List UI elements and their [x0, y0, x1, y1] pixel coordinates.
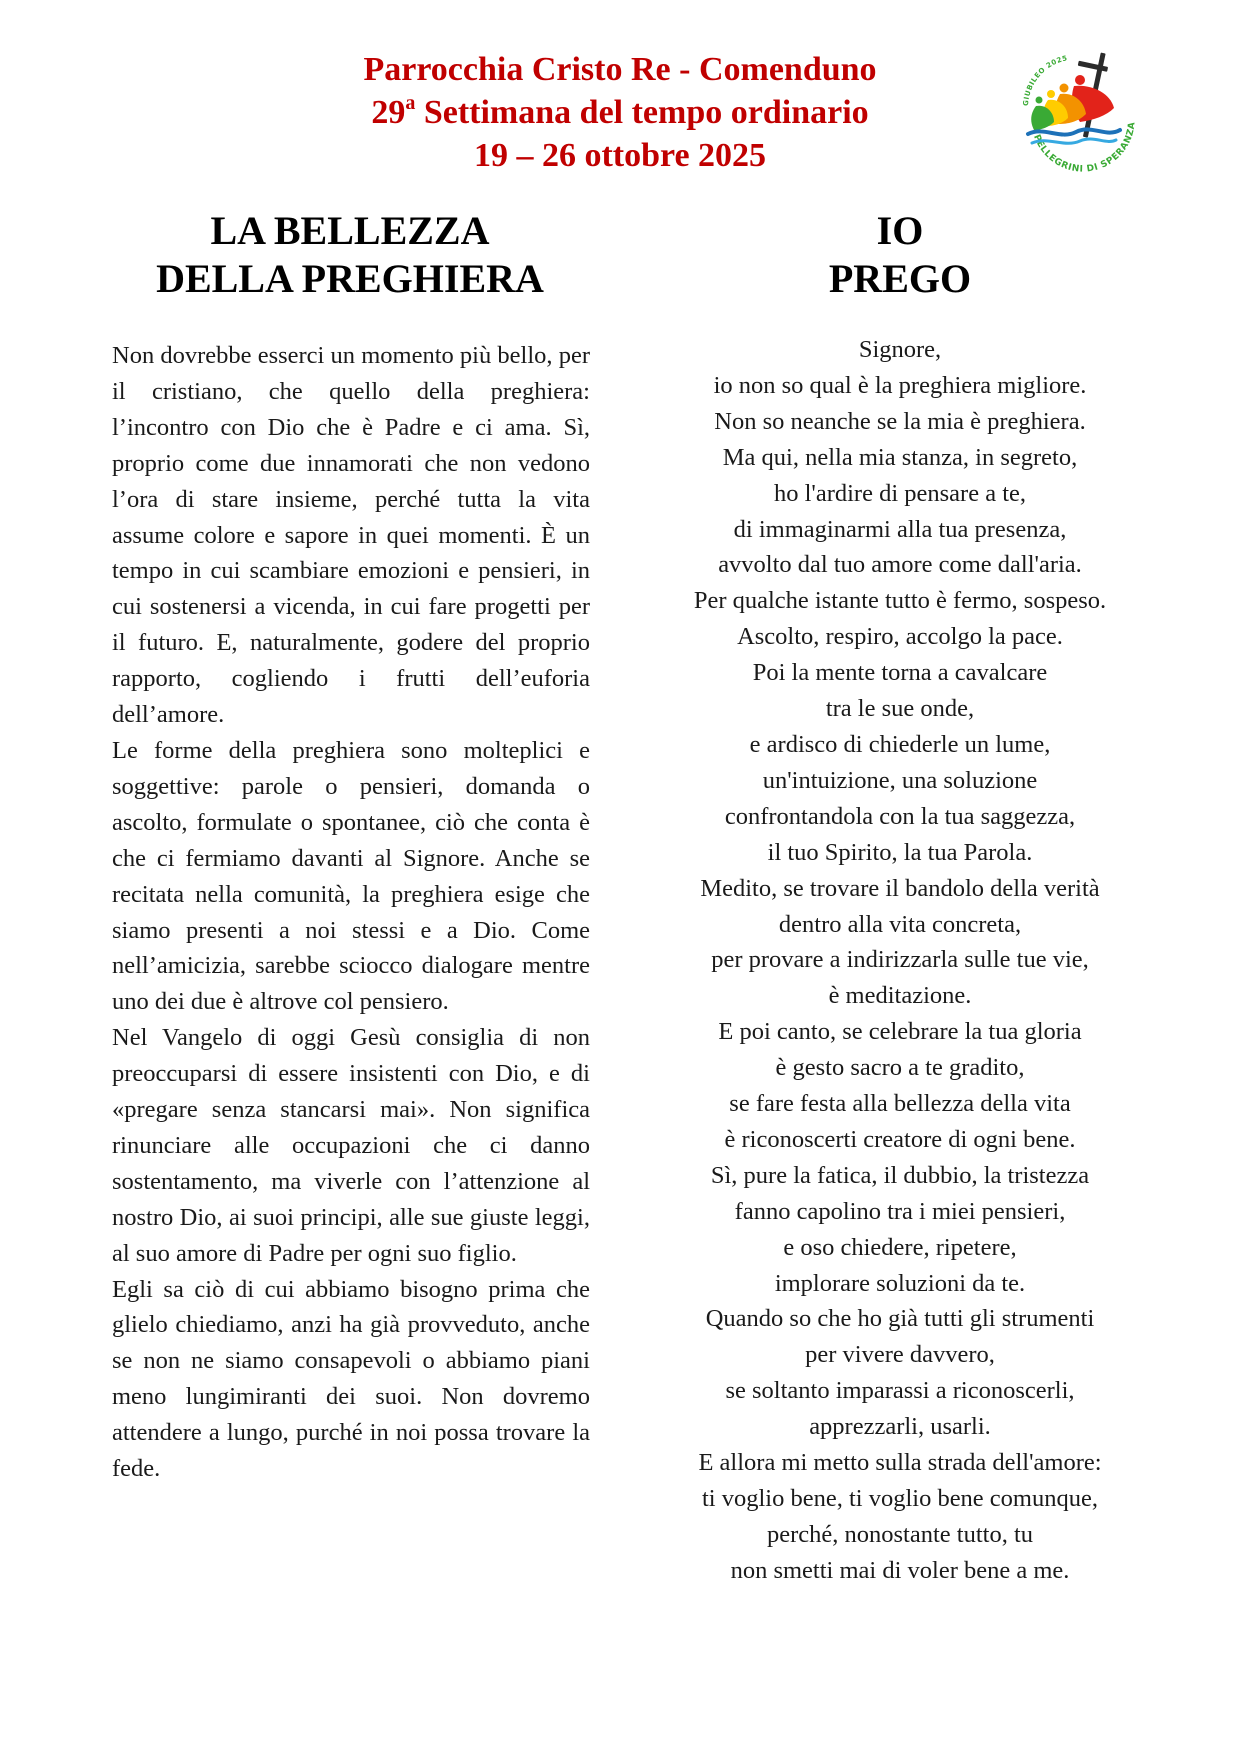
poem-verse: non smetti mai di voler bene a me.: [730, 1556, 1070, 1584]
poem-verse: e ardisco di chiederle un lume,: [749, 730, 1051, 758]
parish-name: Parrocchia Cristo Re - Comenduno: [363, 51, 877, 88]
reflection-paragraph: Nel Vangelo di oggi Gesù consiglia di non preoccuparsi di essere insistenti con Dio, e di «pregare senza stancarsi mai». Non significa rinunciare alle occupazioni che ci danno sostentamento, ma viverle con l’attenzione al nostro Dio, ai suoi principi, alle sue giuste leggi, al suo amore di Padre per ogni suo figlio.: [112, 1024, 590, 1267]
reflection-paragraph: Le forme della preghiera sono molteplici e soggettive: parole o pensieri, domanda o ascolto, formulate o spontanee, ciò che conta è che ci fermiamo davanti al Signore. Anche se recitata nella comunità, la preghiera esige che siamo presenti a noi stessi e a Dio. Come nell’amicizia, sarebbe sciocco dialogare mentre uno dei due è altrove col pensiero.: [112, 736, 590, 1016]
reflection-text: [112, 338, 590, 1487]
poem-verse: Sì, pure la fatica, il dubbio, la tristezza: [710, 1161, 1090, 1189]
poem-verse: se fare festa alla bellezza della vita: [729, 1090, 1071, 1118]
date-range: 19 – 26 ottobre 2025: [473, 137, 767, 174]
poem-verse: per provare a indirizzarla sulle tue vie,: [711, 946, 1089, 974]
poem-verse: è riconoscerti creatore di ogni bene.: [724, 1125, 1076, 1153]
poem-verse: Quando so che ho già tutti gli strumenti: [705, 1305, 1095, 1333]
poem-verse: se soltanto imparassi a riconoscerli,: [725, 1377, 1075, 1405]
poem-verse: Ma qui, nella mia stanza, in segreto,: [722, 443, 1078, 471]
poem-verse: è gesto sacro a te gradito,: [775, 1054, 1025, 1082]
poem-verse: il tuo Spirito, la tua Parola.: [767, 838, 1033, 866]
poem-verse: Ascolto, respiro, accolgo la pace.: [737, 623, 1063, 651]
left-column-title: [110, 207, 590, 303]
jubilee-2025-logo: [1010, 44, 1142, 176]
logo-head-red: [1075, 75, 1085, 85]
poem-verse: per vivere davvero,: [805, 1341, 995, 1369]
week-number: 29: [371, 94, 406, 131]
poem-verse: E allora mi metto sulla strada dell'amore:: [698, 1449, 1102, 1477]
prayer-poem: [650, 332, 1150, 1589]
poem-verse: ho l'ardire di pensare a te,: [773, 479, 1027, 507]
week-label: Settimana del tempo ordinario: [415, 94, 869, 131]
poem-verse: un'intuizione, una soluzione: [762, 766, 1038, 794]
poem-verse: tra le sue onde,: [825, 695, 975, 723]
poem-verse: Per qualche istante tutto è fermo, sospeso.: [693, 587, 1107, 615]
logo-arc-bottom-text: PELLEGRINI DI SPERANZA: [1031, 121, 1138, 175]
poem-verse: E poi canto, se celebrare la tua gloria: [718, 1018, 1082, 1046]
poem-verse: perché, nonostante tutto, tu: [766, 1520, 1034, 1548]
poem-verse: dentro alla vita concreta,: [778, 910, 1022, 938]
poem-verse: e oso chiedere, ripetere,: [783, 1233, 1017, 1261]
poem-verse: Medito, se trovare il bandolo della verità: [700, 874, 1100, 902]
logo-arc-top-text: GIUBILEO 2025: [1021, 54, 1069, 107]
poem-verse: Non so neanche se la mia è preghiera.: [714, 407, 1086, 435]
poem-verse: Signore,: [858, 336, 942, 363]
left-title-line-2: DELLA PREGHIERA: [156, 256, 544, 301]
left-title-line-1: LA BELLEZZA: [210, 208, 490, 253]
reflection-paragraph: Non dovrebbe esserci un momento più bello, per il cristiano, che quello della preghiera: l’incontro con Dio che è Padre e ci ama. Sì, proprio come due innamorati che non vedono l’ora di stare insieme, perché tutta la vita assume colore e sapore in quei momenti. È un tempo in cui scambiare emozioni e pensieri, in cui sostenersi a vicenda, in cui fare progetti per il futuro. E, naturalmente, godere del proprio rapporto, cogliendo i frutti dell’euforia dell’amore.: [112, 342, 590, 729]
right-title-line-2: PREGO: [828, 256, 972, 301]
week-ordinal: a: [405, 92, 416, 114]
logo-head-green: [1036, 97, 1043, 104]
poem-verse: implorare soluzioni da te.: [774, 1269, 1026, 1297]
poem-verse: di immaginarmi alla tua presenza,: [733, 515, 1067, 543]
logo-head-orange: [1060, 84, 1069, 93]
right-title-line-1: IO: [876, 208, 924, 253]
right-column-title: [660, 207, 1140, 303]
poem-verse: è meditazione.: [828, 982, 972, 1010]
reflection-paragraph: Egli sa ciò di cui abbiamo bisogno prima che glielo chiediamo, anzi ha già provveduto, anche se non ne siamo consapevoli o abbiamo piani meno lungimiranti dei suoi. Non dovremo attendere a lungo, purché in noi possa trovare la fede.: [112, 1275, 590, 1483]
poem-verse: io non so qual è la preghiera migliore.: [713, 371, 1087, 399]
logo-head-yellow: [1047, 90, 1055, 98]
poem-verse: fanno capolino tra i miei pensieri,: [734, 1197, 1066, 1225]
poem-verse: ti voglio bene, ti voglio bene comunque,: [701, 1485, 1098, 1512]
poem-verse: Poi la mente torna a cavalcare: [752, 659, 1048, 687]
poem-verse: avvolto dal tuo amore come dall'aria.: [718, 551, 1082, 579]
poem-verse: confrontandola con la tua saggezza,: [724, 802, 1076, 830]
poem-verse: apprezzarli, usarli.: [809, 1413, 991, 1441]
logo-wave-blue: [1028, 129, 1120, 134]
